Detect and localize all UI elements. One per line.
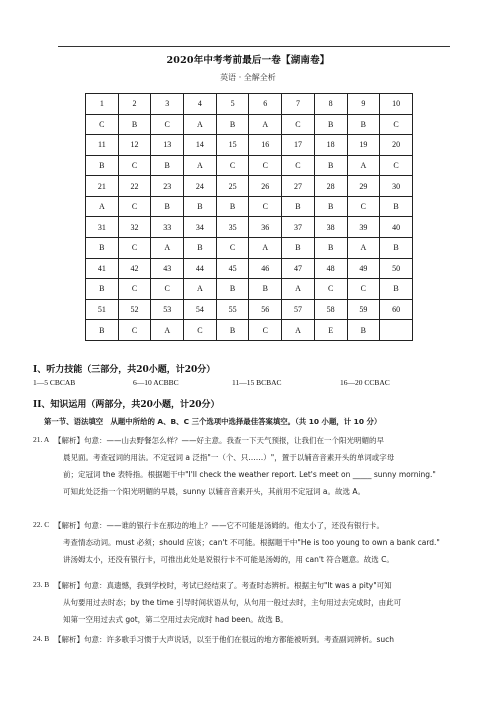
explanation-number: 21. A	[33, 435, 50, 444]
question-number-cell: 44	[184, 258, 217, 279]
question-number-row	[86, 258, 413, 279]
explanation-line: 考查情态动词。must 必须；should 应该；can't 不可能。根据题干中"He is too young to own a bank card."	[63, 538, 440, 547]
question-number-cell: 3	[151, 94, 184, 115]
explanation-line: 前；定冠词 the 表特指。根据题干中"I'll check the weather report. Let's meet on _____ sunny morning."	[63, 470, 436, 479]
question-number-cell: 49	[347, 258, 380, 279]
question-number-cell: 5	[216, 94, 249, 115]
question-number-cell: 50	[380, 258, 413, 279]
question-number-cell: 31	[86, 217, 119, 238]
answer-cell: B	[151, 196, 184, 217]
question-number-cell: 16	[249, 135, 282, 156]
question-number-cell: 52	[118, 299, 151, 320]
question-number-cell: 47	[282, 258, 315, 279]
answer-cell: A	[347, 155, 380, 176]
question-number-cell: 43	[151, 258, 184, 279]
question-number-cell: 15	[216, 135, 249, 156]
answer-cell: C	[151, 114, 184, 135]
answer-cell: B	[216, 196, 249, 217]
answer-cell: A	[184, 155, 217, 176]
question-number-cell: 4	[184, 94, 217, 115]
answer-cell: B	[314, 238, 347, 259]
explanation-line: 【解析】句意：许多歌手习惯于大声说话，以至于他们在很远的地方都能被听到。考查副词辨析。such	[54, 635, 395, 644]
answer-cell: B	[314, 196, 347, 217]
answer-table	[85, 93, 413, 341]
answer-cell: B	[347, 114, 380, 135]
answer-cell	[380, 320, 413, 341]
answer-cell: B	[380, 196, 413, 217]
question-number-cell: 35	[216, 217, 249, 238]
question-number-cell: 21	[86, 176, 119, 197]
answer-cell: A	[184, 279, 217, 300]
answer-cell: B	[184, 196, 217, 217]
answer-cell: C	[282, 114, 315, 135]
answer-row	[86, 196, 413, 217]
question-number-row	[86, 176, 413, 197]
question-number-cell: 38	[314, 217, 347, 238]
question-number-cell: 32	[118, 217, 151, 238]
answer-cell: C	[249, 155, 282, 176]
answer-cell: C	[184, 320, 217, 341]
page-title: 2020年中考考前最后一卷【湖南卷】	[166, 55, 330, 66]
answer-cell: B	[86, 279, 119, 300]
listening-group-1: 1—5 CBCAB	[33, 378, 76, 387]
answer-row	[86, 279, 413, 300]
answer-cell: C	[347, 279, 380, 300]
answer-cell: A	[249, 238, 282, 259]
answer-cell: A	[184, 114, 217, 135]
question-number-cell: 41	[86, 258, 119, 279]
explanation-number: 22. C	[33, 520, 50, 529]
answer-cell: C	[216, 155, 249, 176]
question-number-cell: 30	[380, 176, 413, 197]
question-number-cell: 13	[151, 135, 184, 156]
question-number-cell: 20	[380, 135, 413, 156]
answer-cell: B	[86, 238, 119, 259]
answer-cell: C	[118, 279, 151, 300]
answer-cell: B	[249, 279, 282, 300]
question-number-row	[86, 299, 413, 320]
question-number-cell: 54	[184, 299, 217, 320]
answer-cell: B	[151, 155, 184, 176]
answer-cell: C	[216, 238, 249, 259]
answer-cell: C	[249, 196, 282, 217]
answer-cell: B	[314, 155, 347, 176]
question-number-row	[86, 217, 413, 238]
answer-cell: C	[86, 114, 119, 135]
explanation-line: 可知此处泛指一个阳光明媚的早晨，sunny 以辅音音素开头，其前用不定冠词 a。故选 A。	[63, 487, 365, 496]
explanation-line: 知第一空用过去式 got，第二空用过去完成时 had been。故选 B。	[63, 615, 288, 624]
answer-row	[86, 114, 413, 135]
answer-cell: A	[151, 320, 184, 341]
answer-cell: A	[249, 114, 282, 135]
question-number-cell: 57	[282, 299, 315, 320]
answer-cell: E	[314, 320, 347, 341]
question-number-cell: 53	[151, 299, 184, 320]
question-number-cell: 59	[347, 299, 380, 320]
question-number-row	[86, 135, 413, 156]
explanation-line: 晨见面。考查冠词的用法。不定冠词 a 泛指"一（个、只……）"，置于以辅音音素开头的单词或字母	[63, 453, 395, 462]
question-number-cell: 6	[249, 94, 282, 115]
question-number-cell: 27	[282, 176, 315, 197]
explanation-number: 24. B	[33, 634, 50, 643]
section1-heading: I、听力技能（三部分，共20小题，计20分）	[33, 365, 216, 375]
answer-cell: A	[282, 279, 315, 300]
question-number-cell: 2	[118, 94, 151, 115]
answer-cell: B	[347, 320, 380, 341]
answer-cell: B	[380, 238, 413, 259]
question-number-cell: 14	[184, 135, 217, 156]
question-number-cell: 24	[184, 176, 217, 197]
question-number-cell: 45	[216, 258, 249, 279]
page-subtitle: 英语 · 全解全析	[220, 73, 276, 82]
question-number-cell: 17	[282, 135, 315, 156]
question-number-row	[86, 94, 413, 115]
answer-cell: B	[216, 279, 249, 300]
question-number-cell: 19	[347, 135, 380, 156]
answer-cell: C	[380, 155, 413, 176]
explanation-line: 【解析】句意：真遗憾，我到学校时，考试已经结束了。考查时态辨析。根据主句"It was a pity"可知	[54, 581, 392, 590]
answer-cell: B	[86, 155, 119, 176]
question-number-cell: 39	[347, 217, 380, 238]
question-number-cell: 36	[249, 217, 282, 238]
explanation-number: 23. B	[33, 580, 50, 589]
question-number-cell: 22	[118, 176, 151, 197]
answer-cell: A	[86, 196, 119, 217]
question-number-cell: 40	[380, 217, 413, 238]
question-number-cell: 46	[249, 258, 282, 279]
answer-cell: B	[184, 238, 217, 259]
answer-cell: C	[118, 196, 151, 217]
listening-group-4: 16—20 CCBAC	[340, 378, 390, 387]
question-number-cell: 28	[314, 176, 347, 197]
question-number-cell: 60	[380, 299, 413, 320]
question-number-cell: 48	[314, 258, 347, 279]
question-number-cell: 34	[184, 217, 217, 238]
listening-group-3: 11—15 BCBAC	[232, 378, 282, 387]
answer-cell: C	[118, 155, 151, 176]
section2-subheading: 第一节、语法填空 从题中所给的 A、B、C 三个选项中选择最佳答案填空。（共 10 小题，计 10 分）	[44, 417, 382, 426]
answer-row	[86, 155, 413, 176]
answer-cell: A	[151, 238, 184, 259]
answer-row	[86, 320, 413, 341]
question-number-cell: 55	[216, 299, 249, 320]
question-number-cell: 10	[380, 94, 413, 115]
answer-cell: A	[282, 320, 315, 341]
question-number-cell: 51	[86, 299, 119, 320]
answer-cell: B	[216, 114, 249, 135]
answer-cell: C	[249, 320, 282, 341]
answer-cell: C	[314, 279, 347, 300]
header-rule	[58, 46, 450, 47]
question-number-cell: 33	[151, 217, 184, 238]
question-number-cell: 1	[86, 94, 119, 115]
question-number-cell: 58	[314, 299, 347, 320]
question-number-cell: 8	[314, 94, 347, 115]
explanation-line: 讲汤姆太小，还没有银行卡，可推出此处是说银行卡不可能是汤姆的，用 can't 符合题意。故选 C。	[63, 555, 394, 564]
answer-cell: B	[282, 238, 315, 259]
question-number-cell: 12	[118, 135, 151, 156]
question-number-cell: 42	[118, 258, 151, 279]
question-number-cell: 23	[151, 176, 184, 197]
answer-cell: C	[118, 238, 151, 259]
question-number-cell: 9	[347, 94, 380, 115]
question-number-cell: 7	[282, 94, 315, 115]
answer-cell: B	[282, 196, 315, 217]
answer-cell: B	[216, 320, 249, 341]
question-number-cell: 29	[347, 176, 380, 197]
answer-cell: C	[118, 320, 151, 341]
answer-cell: C	[282, 155, 315, 176]
answer-cell: B	[118, 114, 151, 135]
listening-group-2: 6—10 ACBBC	[133, 378, 179, 387]
answer-cell: A	[347, 238, 380, 259]
answer-cell: B	[86, 320, 119, 341]
answer-row	[86, 238, 413, 259]
explanation-line: 【解析】句意：——谁的银行卡在那边的地上？——它不可能是汤姆的。他太小了，还没有银行卡。	[54, 521, 384, 530]
question-number-cell: 26	[249, 176, 282, 197]
explanation-line: 从句要用过去时态；by the time 引导时间状语从句，从句用一般过去时，主句用过去完成时，由此可	[63, 598, 402, 607]
question-number-cell: 56	[249, 299, 282, 320]
question-number-cell: 37	[282, 217, 315, 238]
section2-heading: II、知识运用（两部分，共20小题，计20分）	[33, 400, 220, 410]
answer-cell: C	[380, 114, 413, 135]
answer-cell: B	[314, 114, 347, 135]
question-number-cell: 18	[314, 135, 347, 156]
answer-cell: C	[151, 279, 184, 300]
question-number-cell: 25	[216, 176, 249, 197]
question-number-cell: 11	[86, 135, 119, 156]
explanation-line: 【解析】句意：——山去野餐怎么样？——好主意。我查一下天气预报，让我们在一个阳光明媚的早	[54, 436, 384, 445]
answer-cell: C	[347, 196, 380, 217]
answer-cell: B	[380, 279, 413, 300]
